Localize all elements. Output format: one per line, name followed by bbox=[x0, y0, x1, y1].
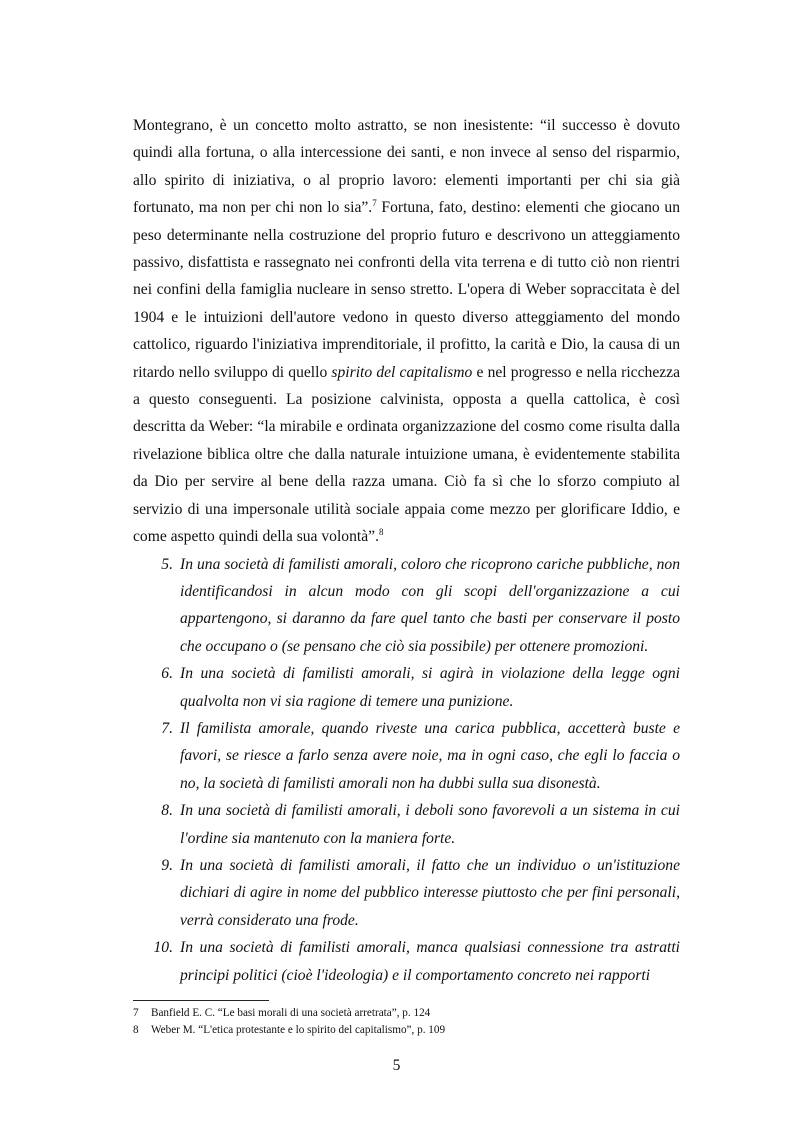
rule-item bbox=[133, 934, 680, 989]
footnotes bbox=[133, 1005, 680, 1038]
rule-item bbox=[133, 797, 680, 852]
rule-number: 9. bbox=[161, 856, 173, 874]
footnote-reference-7: 7 bbox=[372, 198, 377, 209]
page-number: 5 bbox=[392, 1057, 401, 1074]
footnote-reference-8: 8 bbox=[378, 526, 384, 537]
rule-number: 8. bbox=[161, 802, 173, 820]
footnote-text: Weber M. “L'etica protestante e lo spirito del capitalismo”, p. 109 bbox=[151, 1023, 446, 1036]
rule-item bbox=[133, 551, 680, 661]
rule-item bbox=[133, 852, 680, 934]
footnote bbox=[133, 1022, 680, 1039]
footnote-number: 7 bbox=[133, 1007, 139, 1019]
italic-term: spirito del capitalismo bbox=[331, 363, 473, 381]
rule-number: 7. bbox=[161, 719, 173, 737]
paragraph-text-part-1: Montegrano, è un concetto molto astratto, se non inesistente: “il successo è dovuto quindi alla fortuna, o alla intercessione dei santi, e non invece al senso del risparmio, allo spirito di iniziativa, o al proprio lavoro: elementi importanti per chi sia già fortunato, ma non per chi non lo sia”. bbox=[133, 117, 680, 217]
main-text bbox=[133, 112, 680, 989]
rule-text: In una società di familisti amorali, i deboli sono favorevoli a un sistema in cui l'ordine sia mantenuto con la maniera forte. bbox=[180, 802, 680, 847]
rule-number: 5. bbox=[161, 555, 173, 573]
footnote bbox=[133, 1005, 680, 1022]
paragraph-text-part-3: e nel progresso e nella ricchezza a questo conseguenti. La posizione calvinista, opposta a quella cattolica, è così descritta da Weber: “la mirabile e ordinata organizzazione del cosmo come risulta dalla rivelazione biblica oltre che dalla naturale intuizione umana, è evidentemente stabilita da Dio per servire al bene della razza umana. Ciò fa sì che lo sforzo compiuto al servizio di una impersonale utilità sociale appaia come mezzo per glorificare Iddio, e come aspetto quindi della sua volontà”. bbox=[133, 363, 681, 546]
footnote-divider bbox=[133, 1000, 269, 1001]
rule-text: In una società di familisti amorali, si agirà in violazione della legge ogni qualvolta non vi sia ragione di temere una punizione. bbox=[180, 665, 680, 710]
body-paragraph bbox=[133, 112, 680, 551]
footnote-number: 8 bbox=[133, 1023, 139, 1036]
rule-number: 6. bbox=[161, 665, 173, 683]
rule-number: 10. bbox=[153, 939, 173, 957]
rules-list bbox=[133, 551, 680, 990]
rule-text: In una società di familisti amorali, il fatto che un individuo o un'istituzione dichiari di agire in nome del pubblico interesse piuttosto che per fini personali, verrà considerato una frode. bbox=[180, 856, 680, 929]
rule-item bbox=[133, 660, 680, 715]
footnote-text: Banfield E. C. “Le basi morali di una società arretrata”, p. 124 bbox=[151, 1007, 431, 1019]
rule-text: In una società di familisti amorali, manca qualsiasi connessione tra astratti principi politici (cioè l'ideologia) e il comportamento concreto nei rapporti bbox=[180, 939, 680, 984]
rule-item bbox=[133, 715, 680, 797]
paragraph-text-part-2: Fortuna, fato, destino: elementi che giocano un peso determinante nella costruzione del proprio futuro e descrivono un atteggiamento passivo, disfattista e rassegnato nei confronti della vita terrena e di tutto ciò non rientri nei confini della famiglia nucleare in senso stretto. L'opera di Weber sopraccitata è del 1904 e le intuizioni dell'autore vedono in questo diverso atteggiamento del mondo cattolico, riguardo l'iniziativa imprenditoriale, il profitto, la carità e Dio, la causa di un ritardo nello sviluppo di quello bbox=[133, 199, 680, 381]
rule-text: In una società di familisti amorali, coloro che ricoprono cariche pubbliche, non identificandosi in alcun modo con gli scopi dell'organizzazione a cui appartengono, si daranno da fare quel tanto che basti per conservare il posto che occupano o (se pensano che ciò sia possibile) per ottenere promozioni. bbox=[180, 555, 680, 655]
rule-text: Il familista amorale, quando riveste una carica pubblica, accetterà buste e favori, se riesce a farlo senza avere noie, ma in ogni caso, che egli lo faccia o no, la società di familisti amorali non ha dubbi sulla sua disonestà. bbox=[180, 719, 680, 792]
